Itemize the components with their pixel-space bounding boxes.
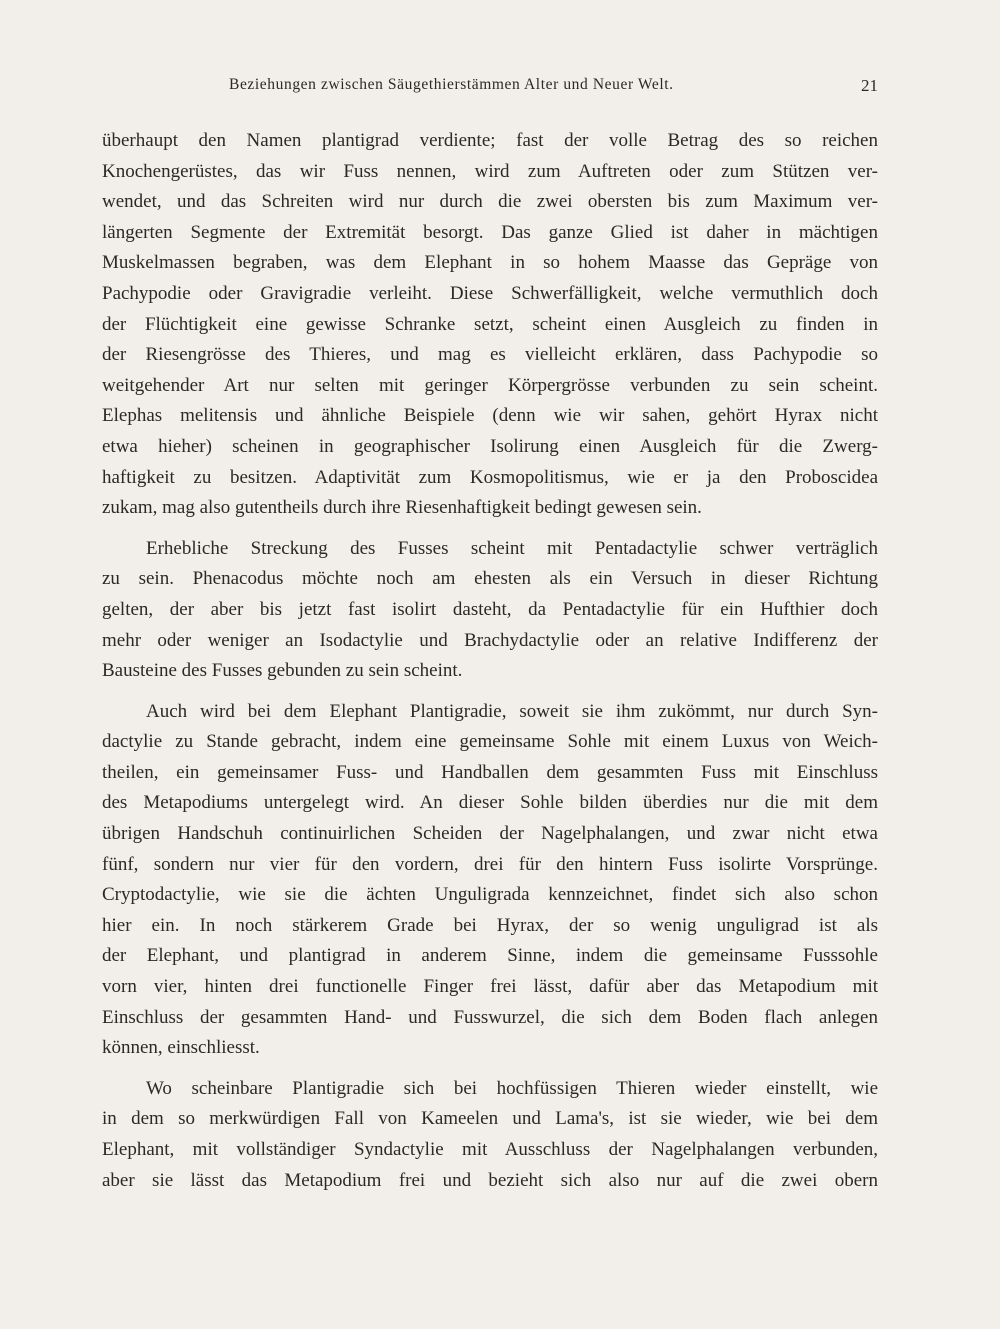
text-line: gelten, der aber bis jetzt fast isolirt dasteht, da Pentadactylie für ein Hufthier doch (102, 598, 878, 620)
text-line: der Riesengrösse des Thieres, und mag es vielleicht erklären, dass Pachypodie so (102, 344, 878, 366)
text-line: Wo scheinbare Plantigradie sich bei hochfüssigen Thieren wieder einstellt, wie (146, 1077, 878, 1099)
text-line: zu sein. Phenacodus möchte noch am ehesten als ein Versuch in dieser Richtung (102, 568, 878, 590)
text-line: wendet, und das Schreiten wird nur durch die zwei obersten bis zum Maximum ver- (102, 191, 878, 213)
text-line: mehr oder weniger an Isodactylie und Brachydactylie oder an relative Indifferenz der (102, 629, 878, 651)
text-line: weitgehender Art nur selten mit geringer Körpergrösse verbunden zu sein scheint. (102, 374, 878, 396)
text-line: des Metapodiums untergelegt wird. An dieser Sohle bilden überdies nur die mit dem (102, 792, 878, 814)
page-header (102, 76, 878, 102)
text-line: überhaupt den Namen plantigrad verdiente; fast der volle Betrag des so reichen (102, 130, 878, 151)
text-line: längerten Segmente der Extremität besorgt. Das ganze Glied ist daher in mächtigen (102, 221, 878, 243)
text-line: Pachypodie oder Gravigradie verleiht. Diese Schwerfälligkeit, welche vermuthlich doch (102, 282, 878, 304)
text-line: Elephas melitensis und ähnliche Beispiele (denn wie wir sahen, gehört Hyrax nicht (102, 405, 878, 427)
page-number: 21 (861, 76, 878, 95)
text-line: aber sie lässt das Metapodium frei und bezieht sich also nur auf die zwei obern (102, 1169, 878, 1191)
text-line: haftigkeit zu besitzen. Adaptivität zum Kosmopolitismus, wie er ja den Proboscidea (102, 466, 878, 488)
paragraph (102, 697, 878, 1064)
text-line: fünf, sondern nur vier für den vordern, drei für den hintern Fuss isolirte Vorsprünge. (102, 853, 878, 875)
text-line: der Elephant, und plantigrad in anderem Sinne, indem die gemeinsame Fusssohle (102, 945, 878, 967)
text-line: der Flüchtigkeit eine gewisse Schranke setzt, scheint einen Ausgleich zu finden in (102, 313, 878, 335)
text-line: vorn vier, hinten drei functionelle Finger frei lässt, dafür aber das Metapodium mit (102, 976, 878, 998)
paragraph (102, 126, 878, 524)
text-line: Bausteine des Fusses gebunden zu sein scheint. (102, 660, 463, 682)
running-title: Beziehungen zwischen Säugethierstämmen Alter und Neuer Welt. (229, 76, 674, 93)
text-line: etwa hieher) scheinen in geographischer Isolirung einen Ausgleich für die Zwerg- (102, 435, 878, 457)
text-line: können, einschliesst. (102, 1037, 260, 1059)
text-line: Elephant, mit vollständiger Syndactylie mit Ausschluss der Nagelphalangen verbunden, (102, 1139, 878, 1160)
text-line: Auch wird bei dem Elephant Plantigradie, soweit sie ihm zukömmt, nur durch Syn- (146, 700, 878, 722)
text-line: dactylie zu Stande gebracht, indem eine gemeinsame Sohle mit einem Luxus von Weich- (102, 731, 878, 753)
text-line: in dem so merkwürdigen Fall von Kameelen und Lama's, ist sie wieder, wie bei dem (102, 1108, 878, 1130)
paragraph (102, 1074, 878, 1196)
text-line: hier ein. In noch stärkerem Grade bei Hyrax, der so wenig unguligrad ist als (102, 914, 878, 936)
page-body (102, 126, 878, 1206)
text-line: Cryptodactylie, wie sie die ächten Unguligrada kennzeichnet, findet sich also schon (102, 884, 878, 906)
text-line: theilen, ein gemeinsamer Fuss- und Handballen dem gesammten Fuss mit Einschluss (102, 761, 878, 783)
text-line: Erhebliche Streckung des Fusses scheint mit Pentadactylie schwer verträglich (146, 537, 878, 559)
text-line: übrigen Handschuh continuirlichen Scheiden der Nagelphalangen, und zwar nicht etwa (102, 823, 878, 845)
text-line: Knochengerüstes, das wir Fuss nennen, wird zum Auftreten oder zum Stützen ver- (102, 160, 878, 182)
paragraph (102, 534, 878, 687)
text-line: Einschluss der gesammten Hand- und Fusswurzel, die sich dem Boden flach anlegen (102, 1006, 878, 1028)
text-line: Muskelmassen begraben, was dem Elephant in so hohem Maasse das Gepräge von (102, 252, 878, 274)
text-line: zukam, mag also gutentheils durch ihre Riesenhaftigkeit bedingt gewesen sein. (102, 497, 702, 519)
